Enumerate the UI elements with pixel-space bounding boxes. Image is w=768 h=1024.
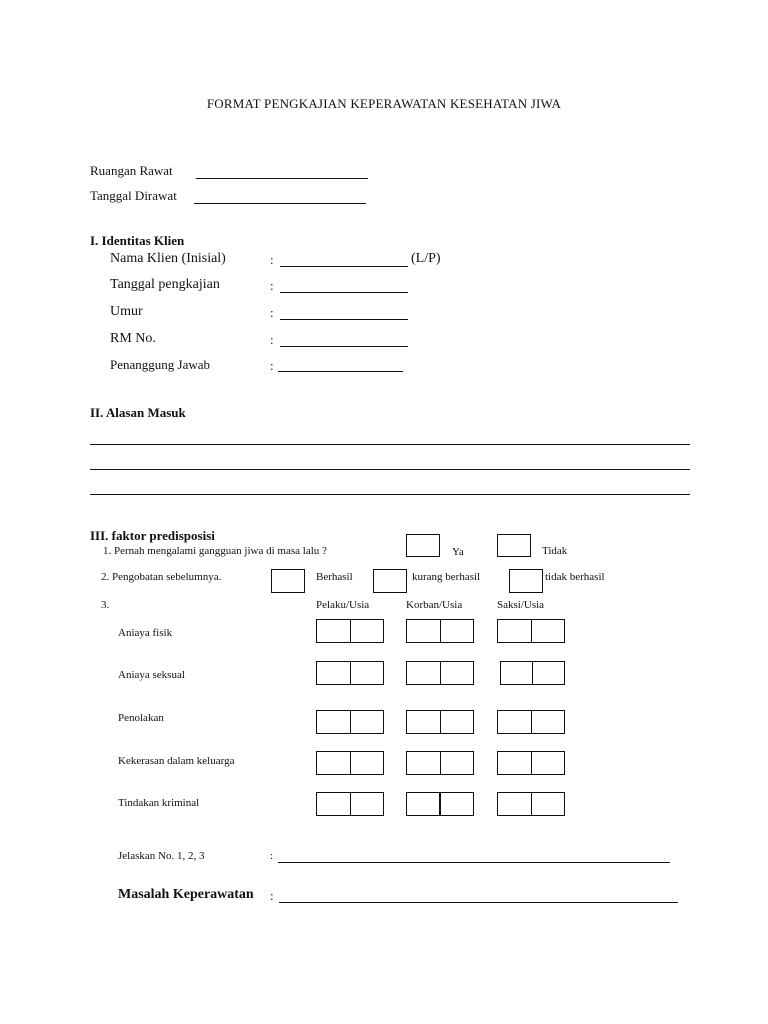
- korban-usia-input[interactable]: [406, 792, 474, 816]
- q2-tidak-checkbox[interactable]: [509, 569, 543, 593]
- ruangan-rawat-field[interactable]: [196, 178, 368, 179]
- pelaku-usia-input[interactable]: [316, 619, 384, 643]
- saksi-usia-input[interactable]: [500, 661, 565, 685]
- pelaku-usia-input[interactable]: [316, 792, 384, 816]
- masalah-keperawatan-field[interactable]: [279, 902, 678, 903]
- q3-number: 3.: [101, 599, 110, 611]
- colon: :: [270, 850, 274, 862]
- q1-text: 1. Pernah mengalami gangguan jiwa di masa lalu ?: [103, 545, 327, 557]
- col-korban-label: Korban/Usia: [406, 599, 463, 611]
- alasan-line-1[interactable]: [90, 444, 690, 445]
- q2-kurang-checkbox[interactable]: [373, 569, 407, 593]
- korban-usia-input[interactable]: [406, 710, 474, 734]
- korban-usia-input[interactable]: [406, 661, 474, 685]
- form-title: FORMAT PENGKAJIAN KEPERAWATAN KESEHATAN JIWA: [206, 96, 562, 111]
- q2-tidak-label: tidak berhasil: [545, 571, 605, 583]
- colon: :: [270, 888, 274, 903]
- saksi-usia-input[interactable]: [497, 710, 565, 734]
- q2-kurang-label: kurang berhasil: [412, 571, 481, 583]
- jelaskan-label: Jelaskan No. 1, 2, 3: [118, 850, 205, 862]
- korban-usia-input[interactable]: [406, 619, 474, 643]
- alasan-line-2[interactable]: [90, 469, 690, 470]
- masalah-keperawatan-label: Masalah Keperawatan: [118, 887, 254, 902]
- saksi-usia-input[interactable]: [497, 619, 565, 643]
- col-saksi-label: Saksi/Usia: [497, 599, 545, 611]
- saksi-usia-input[interactable]: [497, 751, 565, 775]
- colon: :: [270, 332, 274, 347]
- alasan-line-3[interactable]: [90, 494, 690, 495]
- row-label: Aniaya fisik: [118, 627, 173, 639]
- row-label: Tindakan kriminal: [118, 797, 200, 809]
- col-pelaku-label: Pelaku/Usia: [316, 599, 370, 611]
- rm-no-field[interactable]: [280, 346, 408, 347]
- q2-text: 2. Pengobatan sebelumnya.: [101, 571, 222, 583]
- row-label: Penolakan: [118, 712, 164, 724]
- pelaku-usia-input[interactable]: [316, 710, 384, 734]
- colon: :: [270, 358, 274, 373]
- rm-no-label: RM No.: [110, 331, 156, 346]
- row-label: Kekerasan dalam keluarga: [118, 755, 235, 767]
- tanggal-pengkajian-label: Tanggal pengkajian: [110, 277, 220, 292]
- ruangan-rawat-label: Ruangan Rawat: [90, 163, 173, 178]
- tanggal-pengkajian-field[interactable]: [280, 292, 408, 293]
- penanggung-jawab-label: Penanggung Jawab: [110, 357, 211, 372]
- umur-label: Umur: [110, 304, 143, 319]
- q1-no-label: Tidak: [542, 545, 568, 557]
- nama-klien-field[interactable]: [280, 266, 408, 267]
- pelaku-usia-input[interactable]: [316, 661, 384, 685]
- tanggal-dirawat-field[interactable]: [194, 203, 366, 204]
- section-predisposisi-heading: III. faktor predisposisi: [90, 528, 215, 543]
- q2-berhasil-checkbox[interactable]: [271, 569, 305, 593]
- pelaku-usia-input[interactable]: [316, 751, 384, 775]
- tanggal-dirawat-label: Tanggal Dirawat: [90, 188, 177, 203]
- q2-berhasil-label: Berhasil: [316, 571, 353, 583]
- colon: :: [270, 252, 274, 267]
- row-label: Aniaya seksual: [118, 669, 185, 681]
- q1-yes-label: Ya: [452, 546, 464, 558]
- colon: :: [270, 278, 274, 293]
- q1-no-checkbox[interactable]: [497, 534, 531, 557]
- korban-usia-input[interactable]: [406, 751, 474, 775]
- section-identitas-heading: I. Identitas Klien: [90, 233, 185, 248]
- colon: :: [270, 305, 274, 320]
- penanggung-jawab-field[interactable]: [278, 371, 403, 372]
- section-alasan-heading: II. Alasan Masuk: [90, 405, 186, 420]
- q1-yes-checkbox[interactable]: [406, 534, 440, 557]
- gender-suffix: (L/P): [411, 251, 441, 266]
- jelaskan-field[interactable]: [278, 862, 670, 863]
- nama-klien-label: Nama Klien (Inisial): [110, 251, 226, 266]
- saksi-usia-input[interactable]: [497, 792, 565, 816]
- umur-field[interactable]: [280, 319, 408, 320]
